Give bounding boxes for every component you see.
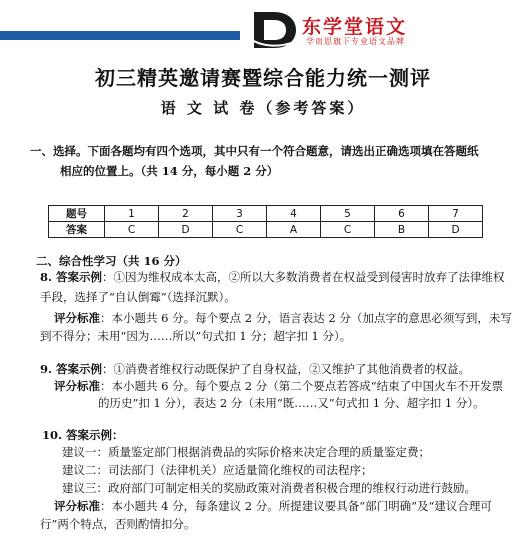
q8-answer-line2: 手段，选择了“自认倒霉”（选择沉默）。 [40,290,236,304]
answer-cell: B [375,222,429,238]
q10-criteria-line1 [54,497,492,515]
answer-cell: C [105,222,159,238]
q8-answer-line1 [40,268,505,286]
brand-logo [250,10,520,52]
q10-suggestion-3: 建议三：政府部门可制定相关的奖励政策对消费者积极合理的维权行动进行鼓励。 [62,481,476,495]
brand-logo-icon [250,10,298,50]
q10-suggestion-1: 建议一：质量鉴定部门根据消费品的实际价格来决定合理的质量鉴定费； [62,445,430,459]
q9-label: 9. 答案示例 [40,362,103,376]
exam-title: 初三精英邀请赛暨综合能力统一测评 [95,66,431,90]
answer-cell: C [321,222,375,238]
q8-answer-text: ：①因为维权成本太高，②所以大多数消费者在权益受到侵害时放弃了法律维权 [102,270,505,284]
table-row [49,222,483,238]
q9-criteria-line1 [54,377,503,395]
section2-heading: 二、综合性学习（共 16 分） [36,254,187,268]
q9-criteria-text: ：本小题共 6 分。每个要点 2 分（第二个要点若答成“结束了中国火车不开发票 [100,379,504,393]
q8-label: 8. 答案示例 [40,270,103,284]
q9-answer-line1 [40,360,470,378]
question-number: 3 [213,206,267,222]
question-number: 4 [267,206,321,222]
table-row [49,206,483,222]
answer-table [48,205,483,238]
question-number: 6 [375,206,429,222]
q10-criteria-label: 评分标准 [54,499,100,513]
section1-instruction-line1: 一、选择。下面各题均有四个选项，其中只有一个符合题意，请选出正确选项填在答题纸 [30,144,479,158]
section1-instruction-line2: 相应的位置上。（共 14 分，每小题 2 分） [60,164,279,178]
q8-criteria-line2: 到不得分；未用“因为……所以”句式扣 1 分；超字扣 1 分）。 [40,329,352,343]
q10-label: 10. 答案示例： [42,428,124,442]
answer-cell: A [267,222,321,238]
q10-criteria-text: ：本小题共 4 分，每条建议 2 分。所提建议要具备“部门明确”及“建议合理可 [100,499,492,513]
brand-name: 东学堂语文 [302,16,408,38]
question-number: 5 [321,206,375,222]
exam-subtitle: 语 文 试 卷（参考答案） [160,99,366,117]
q8-criteria-label: 评分标准 [54,311,100,325]
answer-label: 答案 [49,222,105,238]
q9-answer-text: ：①消费者维权行动既保护了自身权益，②又维护了其他消费者的权益。 [102,362,471,376]
answer-cell: D [159,222,213,238]
q10-criteria-line2: 行”两个特点，否则酌情扣分。 [40,517,196,531]
q8-criteria-text: ：本小题共 6 分。每个要点 2 分，语言表达 2 分（加点字的意思必须写到，未写 [100,311,512,325]
q8-criteria-line1 [54,309,512,327]
q9-criteria-label: 评分标准 [54,379,100,393]
answer-cell: D [429,222,483,238]
q9-criteria-line2: 的历史”扣 1 分），表达 2 分（未用“既……又”句式扣 1 分、超字扣 1 分）。 [98,396,485,410]
row-header-label: 题号 [49,206,105,222]
brand-slogan: 学而思旗下专业语文品牌 [306,37,405,46]
question-number: 2 [159,206,213,222]
question-number: 1 [105,206,159,222]
answer-cell: C [213,222,267,238]
question-number: 7 [429,206,483,222]
q10-suggestion-2: 建议二：司法部门（法律机关）应适量简化维权的司法程序； [62,463,373,477]
header-accent-bar [0,31,240,40]
